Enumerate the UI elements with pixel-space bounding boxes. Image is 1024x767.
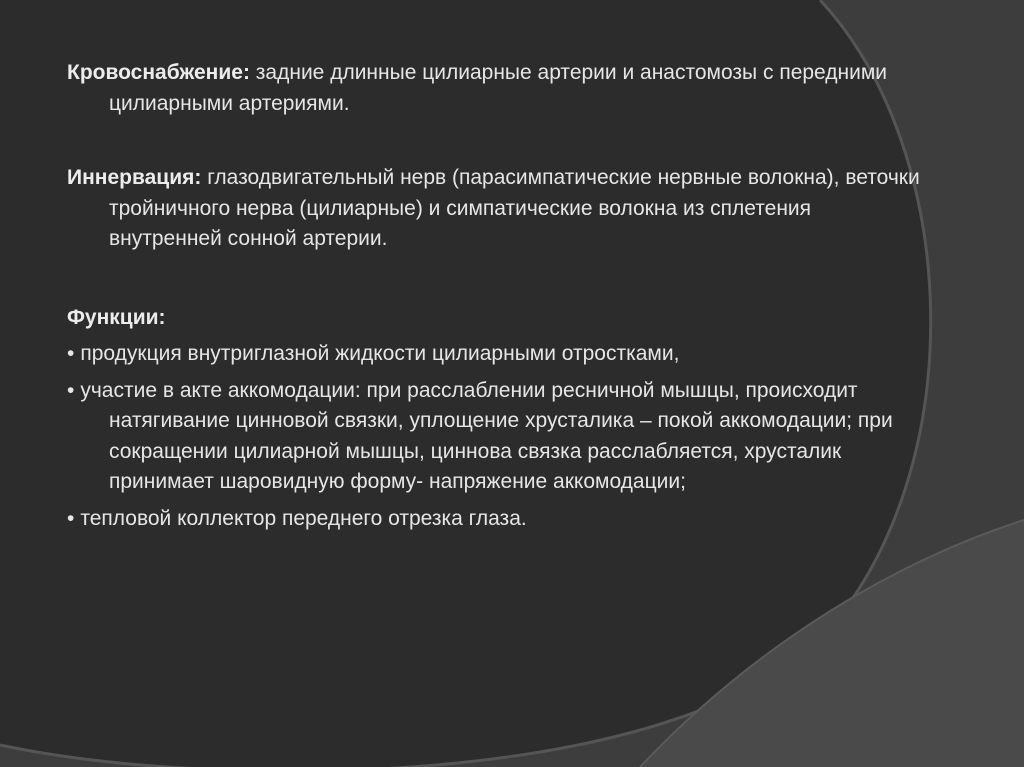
innervation-paragraph [67,163,927,255]
blood-supply-text: задние длинные цилиарные артерии и анастомозы с передними цилиарными артериями. [109,61,888,115]
bullet-icon: • [67,378,75,402]
function-item-text: тепловой коллектор переднего отрезка глаза. [80,506,527,530]
function-item [67,376,927,498]
function-item [67,339,927,370]
functions-title: Функции: [67,305,166,329]
bullet-icon: • [67,342,75,365]
function-item-text: продукция внутриглазной жидкости цилиарными отростками, [80,342,680,365]
function-item [67,504,927,535]
blood-supply-paragraph [67,58,927,119]
innervation-text: глазодвигательный нерв (парасимпатические нервные волокна), веточки тройничного нерва (цилиарные) и симпатические волокна из сплетения внутренней сонной артерии. [109,166,920,250]
blood-supply-label: Кровоснабжение: [67,61,250,84]
slide-content [67,58,927,534]
function-item-text: участие в акте аккомодации: при расслаблении ресничной мышцы, происходит натягивание цинновой связки, уплощение хрусталика – покой аккомодации; при сокращении цилиарной мышцы, циннова связка расслабляется, хрусталик принимает шаровидную форму- напряжение аккомодации; [80,378,893,493]
bullet-icon: • [67,506,75,530]
innervation-label: Иннервация: [67,166,202,189]
